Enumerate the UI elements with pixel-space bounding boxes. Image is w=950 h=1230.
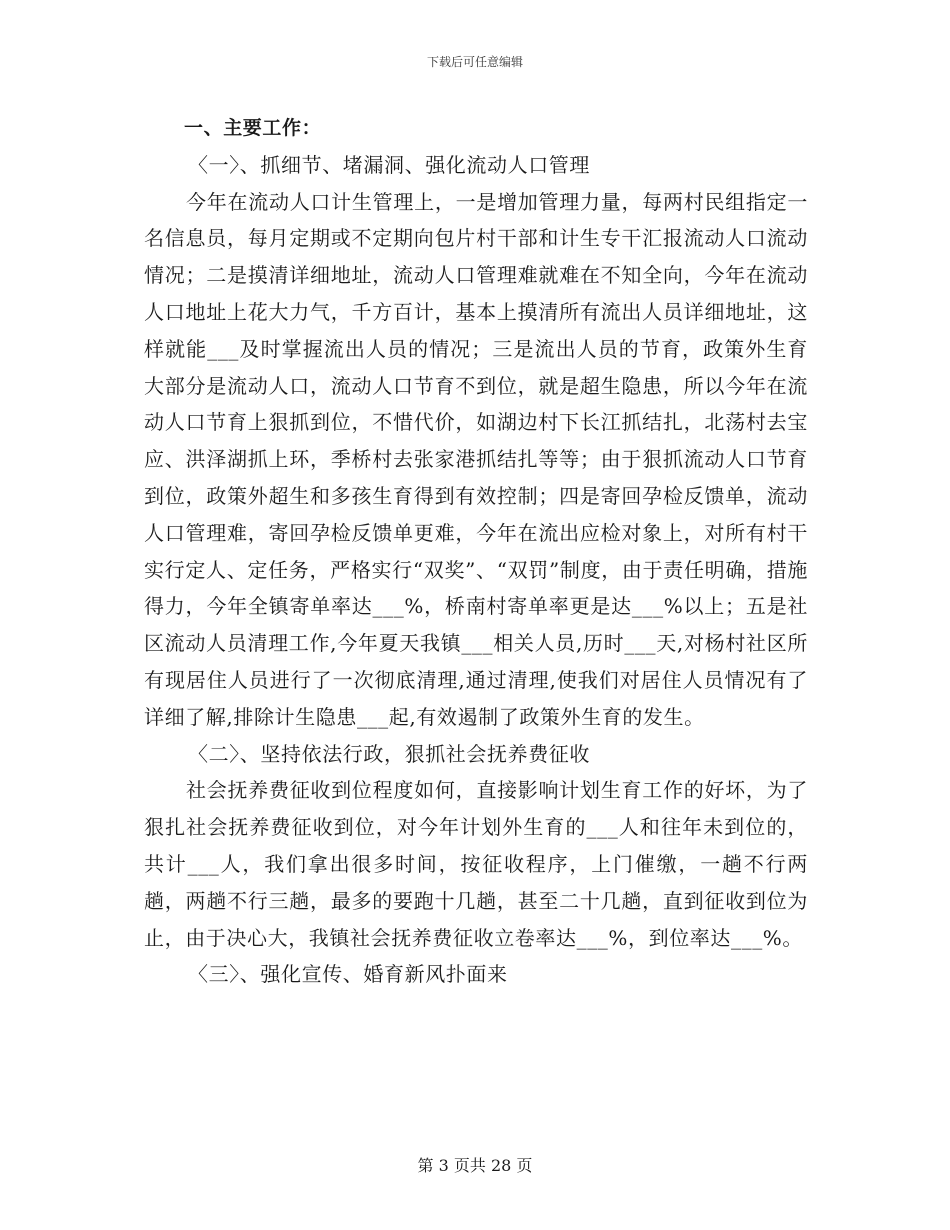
document-body: [144, 110, 808, 993]
section-2-paragraph: 社会抚养费征收到位程度如何，直接影响计划生育工作的好坏，为了狠扎社会抚养费征收到位，对今年计划外生育的___人和往年未到位的，共计___人，我们拿出很多时间，按征收程序，上门催缴，一趟不行两趟，两趟不行三趟，最多的要跑十几趟，甚至二十几趟，直到征收到位为止，由于决心大，我镇社会抚养费征收立卷率达___%，到位率达___%。: [144, 778, 808, 950]
section-1-paragraph: 今年在流动人口计生管理上，一是增加管理力量，每两村民组指定一名信息员，每月定期或不定期向包片村干部和计生专干汇报流动人口流动情况；二是摸清详细地址，流动人口管理难就难在不知全向，今年在流动人口地址上花大力气，千方百计，基本上摸清所有流出人员详细地址，这样就能___及时掌握流出人员的情况；三是流出人员的节育，政策外生育大部分是流动人口，流动人口节育不到位，就是超生隐患，所以今年在流动人口节育上狠抓到位，不惜代价，如湖边村下长江抓结扎，北荡村去宝应、洪泽湖抓上环，季桥村去张家港抓结扎等等；由于狠抓流动人口节育到位，政策外超生和多孩生育得到有效控制；四是寄回孕检反馈单，流动人口管理难，寄回孕检反馈单更难，今年在流出应检对象上，对所有村干实行定人、定任务，严格实行“双奖”、“双罚”制度，由于责任明确，措施得力，今年全镇寄单率达___%，桥南村寄单率更是达___%以上；五是社区流动人员清理工作,今年夏天我镇___相关人员,历时___天,对杨村社区所有现居住人员进行了一次彻底清理,通过清理,使我们对居住人员情况有了详细了解,排除计生隐患___起,有效遏制了政策外生育的发生。: [144, 189, 808, 729]
section-2-title: 〈二〉、坚持依法行政，狠抓社会抚养费征收: [188, 741, 590, 766]
section-1-title: 〈一〉、抓细节、堵漏洞、强化流动人口管理: [188, 152, 590, 177]
page-number: 第 3 页共 28 页: [417, 1156, 533, 1175]
section-heading: 一、主要工作：: [184, 117, 322, 139]
section-3-title: 〈三〉、强化宣传、婚育新风扑面来: [188, 962, 508, 987]
page-header: 下载后可任意编辑: [426, 55, 523, 69]
